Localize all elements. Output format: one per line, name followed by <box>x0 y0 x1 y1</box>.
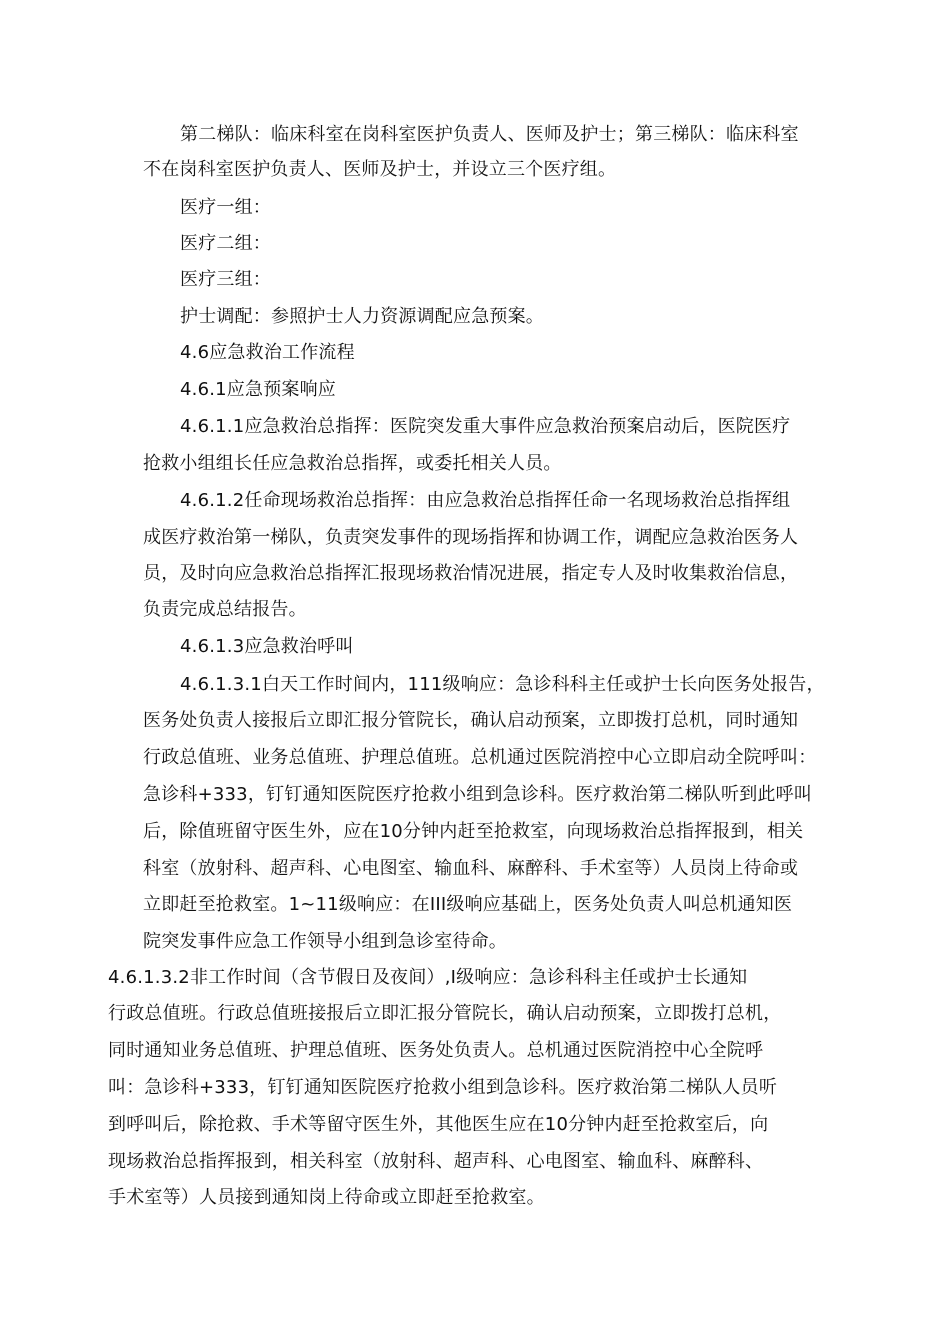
text-line: 成医疗救治第一梯队，负责突发事件的现场指挥和协调工作，调配应急救治医务人 <box>143 527 799 548</box>
text-line: 4.6.1.3.1白天工作时间内，111级响应：急诊科科主任或护士长向医务处报告， <box>180 674 825 695</box>
text-line: 科室（放射科、超声科、心电图室、输血科、麻醉科、手术室等）人员岗上待命或 <box>143 858 799 879</box>
section-heading: 4.6应急救治工作流程 <box>180 342 355 363</box>
text-line: 后，除值班留守医生外，应在10分钟内赶至抢救室，向现场救治总指挥报到，相关 <box>143 821 804 842</box>
text-line: 手术室等）人员接到通知岗上待命或立即赶至抢救室。 <box>108 1187 545 1208</box>
text-line: 第二梯队：临床科室在岗科室医护负责人、医师及护士；第三梯队：临床科室 <box>180 124 799 145</box>
text-line: 同时通知业务总值班、护理总值班、医务处负责人。总机通过医院消控中心全院呼 <box>108 1040 764 1061</box>
text-line: 现场救治总指挥报到，相关科室（放射科、超声科、心电图室、输血科、麻醉科、 <box>108 1151 764 1172</box>
text-line: 医务处负责人接报后立即汇报分管院长，确认启动预案，立即拨打总机，同时通知 <box>143 710 799 731</box>
text-line: 到呼叫后，除抢救、手术等留守医生外，其他医生应在10分钟内赶至抢救室后，向 <box>108 1114 769 1135</box>
text-line: 行政总值班、业务总值班、护理总值班。总机通过医院消控中心立即启动全院呼叫： <box>143 747 817 768</box>
text-line: 医疗一组： <box>180 197 271 218</box>
text-line: 医疗三组： <box>180 269 271 290</box>
subsection-heading: 4.6.1应急预案响应 <box>180 379 336 400</box>
text-line: 员，及时向应急救治总指挥汇报现场救治情况进展，指定专人及时收集救治信息， <box>143 563 799 584</box>
text-line: 4.6.1.2任命现场救治总指挥：由应急救治总指挥任命一名现场救治总指挥组 <box>180 490 791 511</box>
text-line: 护士调配：参照护士人力资源调配应急预案。 <box>180 306 544 327</box>
text-line: 4.6.1.3.2非工作时间（含节假日及夜间）,I级响应：急诊科科主任或护士长通知 <box>108 967 748 988</box>
text-line: 负责完成总结报告。 <box>143 599 307 620</box>
text-line: 4.6.1.1应急救治总指挥：医院突发重大事件应急救治预案启动后，医院医疗 <box>180 416 791 437</box>
text-line: 院突发事件应急工作领导小组到急诊室待命。 <box>143 931 507 952</box>
subsection-heading: 4.6.1.3应急救治呼叫 <box>180 636 354 657</box>
text-line: 不在岗科室医护负责人、医师及护士，并设立三个医疗组。 <box>143 159 617 180</box>
text-line: 行政总值班。行政总值班接报后立即汇报分管院长，确认启动预案，立即拨打总机， <box>108 1003 782 1024</box>
text-line: 立即赶至抢救室。1~11级响应：在III级响应基础上，医务处负责人叫总机通知医 <box>143 894 793 915</box>
text-line: 抢救小组组长任应急救治总指挥，或委托相关人员。 <box>143 453 562 474</box>
text-line: 急诊科+333，钉钉通知医院医疗抢救小组到急诊科。医疗救治第二梯队听到此呼叫 <box>143 784 813 805</box>
text-line: 叫：急诊科+333，钉钉通知医院医疗抢救小组到急诊科。医疗救治第二梯队人员听 <box>108 1077 778 1098</box>
text-line: 医疗二组： <box>180 233 271 254</box>
